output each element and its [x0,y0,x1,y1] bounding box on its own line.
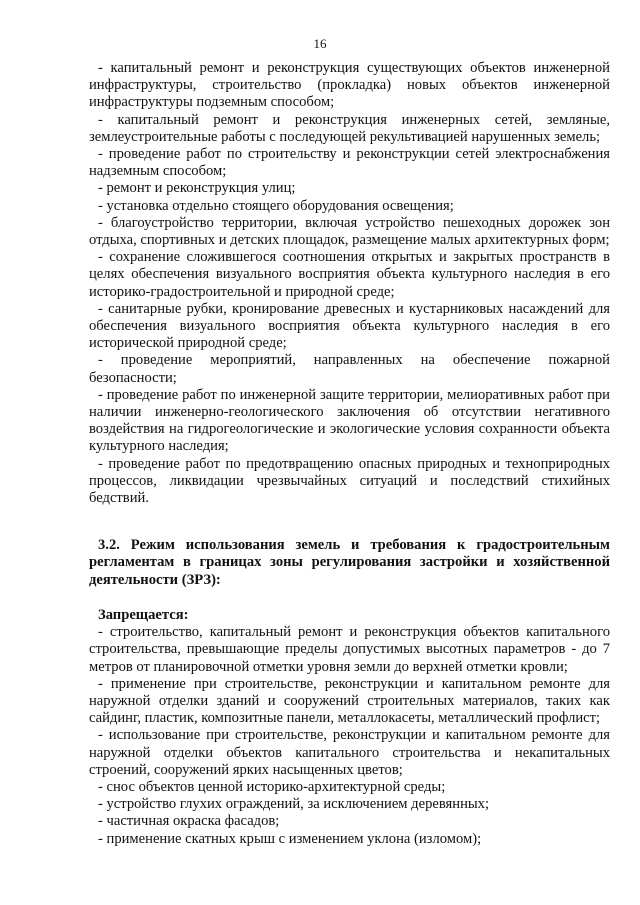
list-item: - снос объектов ценной историко-архитектурной среды; [98,778,446,795]
list-item: - капитальный ремонт и реконструкция существующих объектов инженерной инфраструктуры, строительство (прокладка) новых объектов инженерной инфраструктуры подземным способом; [89,60,610,111]
section-heading: 3.2. Режим использования земель и требования к градостроительным регламентам в границах зоны регулирования застройки и хозяйственной деятельности (ЗРЗ): [89,537,610,588]
list-item: - проведение работ по строительству и реконструкции сетей электроснабжения надземным способом; [89,146,610,180]
list-item: - строительство, капитальный ремонт и реконструкция объектов капитального строительства, превышающие пределы допустимых высотных параметров - до 7 метров от планировочной отметки уровня земли до верхней отметки кровли; [89,624,610,675]
list-item: - устройство глухих ограждений, за исключением деревянных; [98,796,490,813]
list-item: - проведение мероприятий, направленных на обеспечение пожарной безопасности; [89,352,610,386]
list-item: - проведение работ по инженерной защите территории, мелиоративных работ при наличии инженерно-геологического заключения об отсутствии негативного воздействия на гидрогеологические и экологические условия сохранности объекта культурного наследия; [89,386,610,455]
list-item: - благоустройство территории, включая устройство пешеходных дорожек зон отдыха, спортивных и детских площадок, размещение малых архитектурных форм; [89,214,610,249]
list-item: - сохранение сложившегося соотношения открытых и закрытых пространств в целях обеспечения визуального восприятия объекта культурного наследия в его историко-градостроительной и природной среде; [89,249,610,300]
page-number: 16 [313,36,327,51]
prohibited-heading: Запрещается: [98,606,189,623]
list-item: - применение скатных крыш с изменением уклона (изломом); [98,830,482,847]
list-item: - капитальный ремонт и реконструкция инженерных сетей, земляные, землеустроительные работы с последующей рекультивацией нарушенных земель; [89,111,610,145]
list-item: - санитарные рубки, кронирование древесных и кустарниковых насаждений для обеспечения визуального восприятия объекта культурного наследия в его исторической природной среде; [89,300,610,352]
list-item: - ремонт и реконструкция улиц; [98,180,296,197]
document-body [89,60,610,848]
list-item: - установка отдельно стоящего оборудования освещения; [98,197,454,214]
list-item: - использование при строительстве, реконструкции и капитальном ремонте для наружной отделки объектов капитального строительства и некапитальных строений, сооружений ярких насыщенных цветов; [89,727,610,778]
list-item: - применение при строительстве, реконструкции и капитальном ремонте для наружной отделки зданий и сооружений строительных материалов, таких как сайдинг, пластик, композитные панели, металлокасеты, металлический профлист; [89,675,610,727]
list-item: - частичная окраска фасадов; [98,813,280,830]
list-item: - проведение работ по предотвращению опасных природных и техноприродных процессов, ликвидации чрезвычайных ситуаций и последствий стихийных бедствий. [89,455,610,507]
